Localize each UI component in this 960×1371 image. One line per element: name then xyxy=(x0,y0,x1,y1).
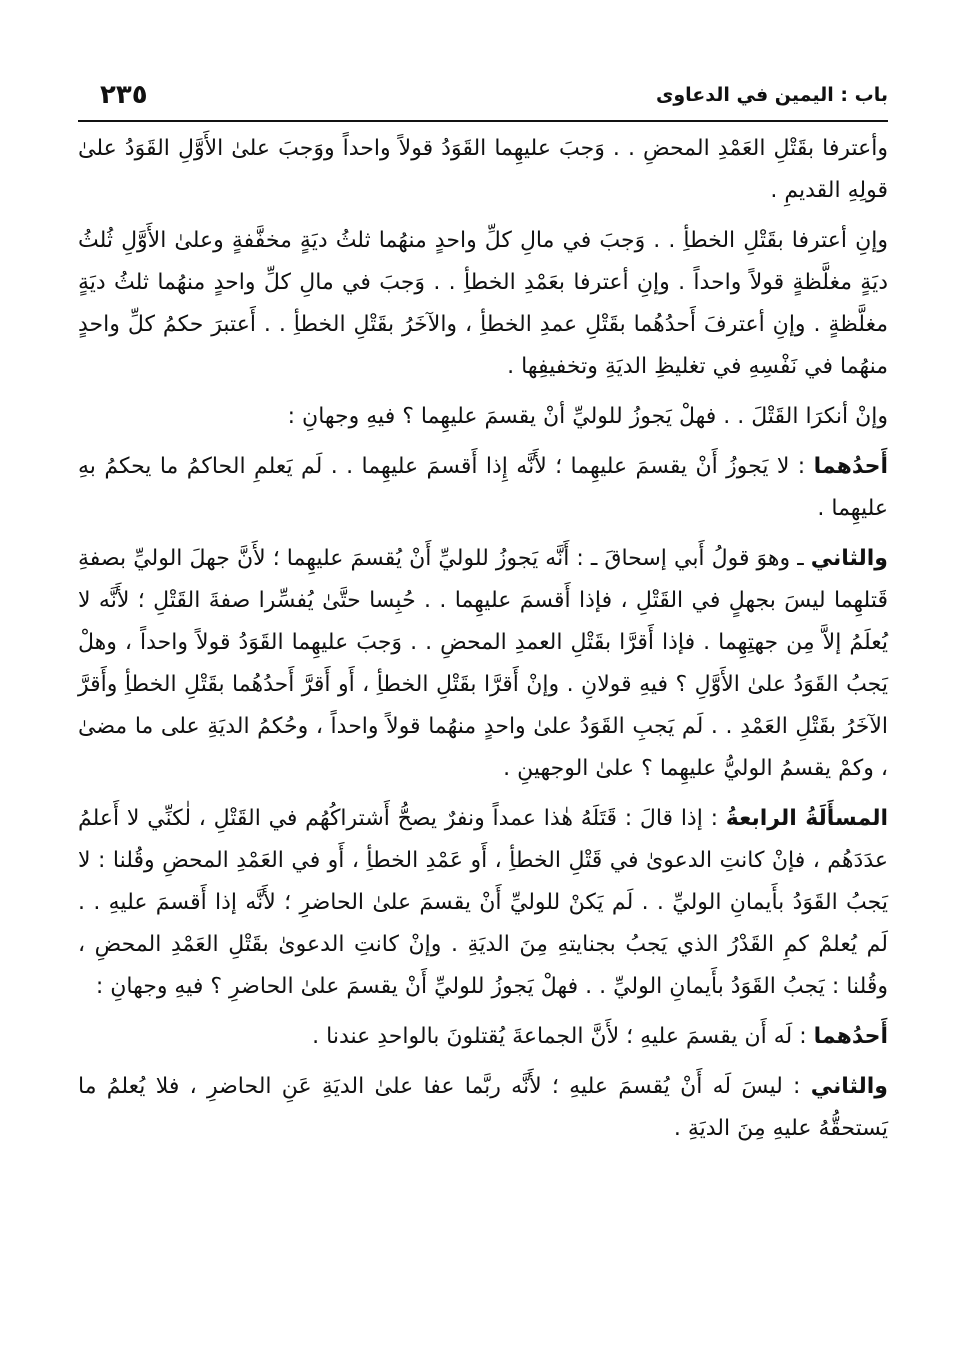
paragraph-lead: المسأَلَةُ الرابعةُ xyxy=(725,806,888,831)
paragraph xyxy=(78,220,888,388)
paragraph xyxy=(78,396,888,438)
paragraph-text: : إذا قالَ : قَتَلَهُ هٰذا عمداً ونفرٌ يصحُّ أَشتراكُهُم في القَتْلِ ، لٰكنِّي لا أَعلمُ عدَدَهُم ، فإنْ كانتِ الدعوىٰ في قَتْلِ الخطأِ ، أَو عَمْدِ الخطأِ ، أَو في العَمْدِ المحضِ وقُلنا : لا يَجبُ القَوَدُ بأَيمانِ الوليِّ . . لَم يَكنْ للوليِّ أَنْ يقسمَ علىٰ الحاضرِ ؛ لأَنَّه إذا أَقسمَ عليهِ . . لَم يُعلمْ كمِ القَدْرُ الذي يَجبُ بجنايتهِ مِنَ الديَةِ . وإنْ كانتِ الدعوىٰ بقَتْلِ العَمْدِ المحضِ ، وقُلنا : يَجبُ القَوَدُ بأَيمانِ الوليِّ . . فهلْ يَجوزُ للوليِّ أَنْ يقسمَ علىٰ الحاضرِ ؟ فيهِ وجهانِ : xyxy=(78,806,888,999)
paragraph xyxy=(78,128,888,212)
paragraph xyxy=(78,798,888,1008)
page-header xyxy=(78,70,888,122)
paragraph-text: : لَه أَن يقسمَ عليهِ ؛ لأَنَّ الجماعةَ يُقتلونَ بالواحدِ عندنا . xyxy=(312,1024,814,1049)
book-page xyxy=(78,70,888,1158)
paragraph-lead: أَحدُهما xyxy=(813,454,888,479)
chapter-title: باب : اليمين في الدعاوى xyxy=(655,84,888,106)
paragraph-lead: أَحدُهما xyxy=(813,1024,888,1049)
paragraph-lead: والثاني xyxy=(810,1074,888,1099)
paragraph xyxy=(78,1016,888,1058)
paragraph-text: : ليسَ لَه أَنْ يُقسمَ عليهِ ؛ لأَنَّه ربَّما عفا علىٰ الديَةِ عَنِ الحاضرِ ، فلا يُعلمُ ما يَستحقُّهُ عليهِ مِنَ الديَةِ . xyxy=(78,1074,888,1141)
page-number: ٢٣٥ xyxy=(100,80,148,110)
paragraph xyxy=(78,1066,888,1150)
paragraph-text: وإنِ أعترفا بقَتْلِ الخطأِ . . وَجبَ في مالِ كلِّ واحدٍ منهُما ثلثُ ديَةٍ مخفَّفةٍ وعلىٰ الأَوَّلِ ثُلثُ ديَةٍ مغلَّظةٍ قولاً واحداً . وإنِ أعترفا بعَمْدِ الخطأِ . . وَجبَ في مالِ كلِّ واحدٍ منهُما ثلثُ ديَةٍ مغلَّظةٍ . وإنِ أعترفَ أَحدُهُما بقَتْلِ عمدِ الخطأِ ، والآخَرُ بقَتْلِ الخطأِ . . أَعتبرَ حكمُ كلِّ واحدٍ منهُما في نَفْسِهِ في تغليظِ الديَةِ وتخفيفِها . xyxy=(78,228,888,379)
paragraph-text: ـ وهوَ قولُ أَبي إسحاقَ ـ : أَنَّه يَجوزُ للوليِّ أَنْ يُقسمَ عليهِما ؛ لأَنَّ جهلَ الوليِّ بصفةِ قَتلهِما ليسَ بجهلٍ في القَتْلِ ، فإذا أَقسمَ عليهِما . . حُبِسا حتَّىٰ يُفسِّرا صفةَ القَتْلِ ؛ لأَنَّه لا يُعلَمُ إلاَّ مِن جهتِهِما . فإذا أَقرَّا بقَتْلِ العمدِ المحضِ . . وَجبَ عليهِما القَوَدُ قولاً واحداً ، وهلْ يَجبُ القَوَدُ علىٰ الأَوَّلِ ؟ فيهِ قولانِ . وإنْ أَقرَّا بقَتْلِ الخطأِ ، أَو أَقرَّ أَحدُهُما بقَتْلِ الخطأِ وأَقرَّ الآخَرُ بقَتْلِ العَمْدِ . . لَم يَجبِ القَوَدُ علىٰ واحدٍ منهُما قولاً واحداً ، وحُكمُ الديَةِ على ما مضىٰ ، وكمْ يقسمُ الوليُّ عليهِما ؟ علىٰ الوجهينِ . xyxy=(78,546,888,781)
paragraph xyxy=(78,538,888,790)
paragraph xyxy=(78,446,888,530)
page-body xyxy=(78,128,888,1150)
paragraph-lead: والثاني xyxy=(810,546,888,571)
paragraph-text: وإنْ أنكرَا القَتْلَ . . فهلْ يَجوزُ للوليِّ أنْ يقسمَ عليهِما ؟ فيهِ وجهانِ : xyxy=(287,404,888,429)
paragraph-text: : لا يَجوزُ أَنْ يقسمَ عليهِما ؛ لأَنَّه إِذا أَقسمَ عليهِما . . لَم يَعلمِ الحاكمُ ما يحكمُ بهِ عليهِما . xyxy=(78,454,888,521)
paragraph-text: وأعترفا بقَتْلِ العَمْدِ المحضِ . . وَجبَ عليهِما القَوَدُ قولاً واحداً ووَجبَ علىٰ الأَوَّلِ القَوَدُ علىٰ قولِهِ القديمِ . xyxy=(78,136,888,203)
